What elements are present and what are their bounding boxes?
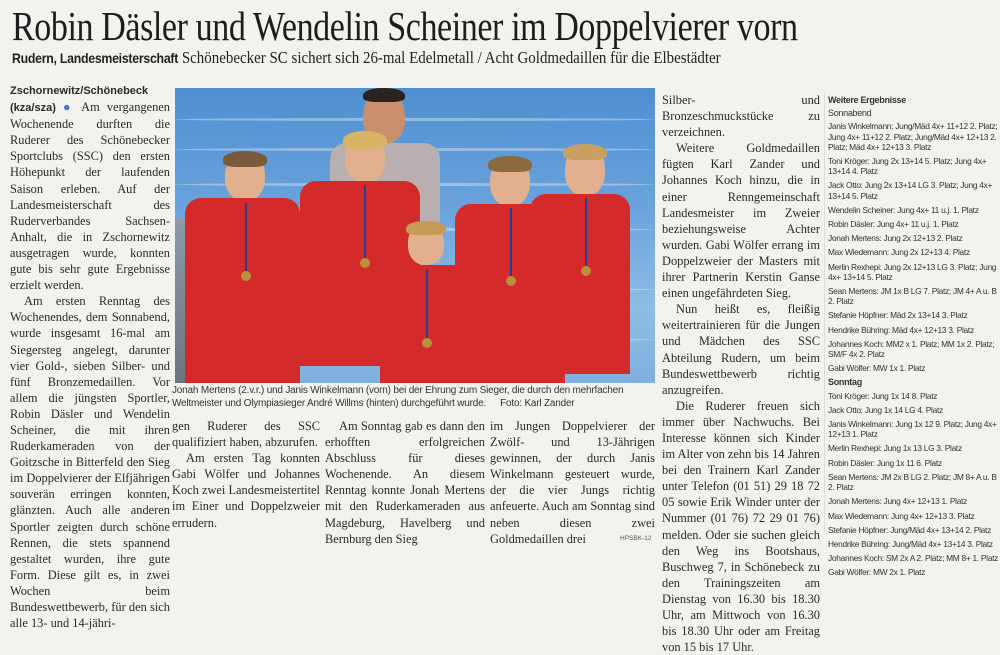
result-item: Hendrike Bühring: Jung/Mäd 4x+ 13+14 3. Platz [828,538,993,549]
result-item: Robin Däsler: Jung 4x+ 11 u.j. 1. Platz [828,219,959,230]
paragraph: Die Ruderer freuen sich immer über Nachwuchs. Bei Interesse können sich Kinder im Alter von zehn bis 14 Jahren bei den Trainern Karl Zander unter Telefon (01 51) 29 18 72 05 sowie Erik Winder unter der Nummer (01 76) 72 29 01 76) melden. Oder sie suchen gleich den Weg ins Bootshaus, Buschweg 7, in Schönebeck zu den Trainingszeiten am Dienstag von 16.30 bis 18.30 Uhr, am Mittwoch von 16.30 bis 18.30 Uhr oder am Freitag von 15 bis 17 Uhr. [662,398,820,655]
subheadline-text: Schönebecker SC sichert sich 26-mal Edelmetall / Acht Goldmedaillen für die Elbestädter [181,48,721,67]
result-item: Gabi Wölfer: MW 1x 1. Platz [828,363,926,374]
result-item: Toni Kröger: Jung 1x 14 8. Platz [828,390,938,401]
team-photo [175,88,655,383]
paragraph: Silber- und Bronzeschmuckstücke zu verzeichnen. [662,93,820,140]
result-item: Stefanie Höpfner: Mäd 2x 13+14 3. Platz [828,310,968,321]
article-column-1 [10,82,170,631]
photo-credit: Foto: Karl Zander [500,398,575,409]
photo-caption [172,384,660,410]
sunday-results [828,391,998,578]
paragraph: gen Ruderer des SSC qualifiziert haben, abzurufen. [172,419,320,450]
result-item: Jack Otto: Jung 2x 13+14 LG 3. Platz; Jung 4x+ 13+14 5. Platz [828,180,993,201]
results-sidebar [828,95,998,582]
paragraph: Am ersten Tag konnten Gabi Wölfer und Johannes Koch zwei Landesmeistertitel im Einer und Doppelzweier errudern. [172,451,320,530]
result-item: Janis Winkelmann: Jung/Mäd 4x+ 11+12 2. Platz; Jung 4x+ 11+12 2. Platz; Jung/Mäd 4x+ 12+13 2. Platz; Mäd 4x+ 12+13 3. Platz [828,121,998,152]
bullet-icon: ● [63,100,75,115]
paragraph: Weitere Goldmedaillen fügten Karl Zander und Johannes Koch hinzu, die in einer Renngemeinschaft Landesmeister im Zweier beziehungsweise Achter wurden. Gabi Wölfer errang im Doppelzweier der Masters mit ihrer Partnerin Kerstin Ganse einen ungefährdeten Sieg. [662,141,820,301]
kicker: Rudern, Landesmeisterschaft [12,50,179,66]
result-item: Jack Otto: Jung 1x 14 LG 4. Platz [828,404,943,415]
day-heading-sunday: Sonntag [828,377,862,388]
result-item: Wendelin Scheiner: Jung 4x+ 11 u.j. 1. Platz [828,204,979,215]
day-heading-saturday: Sonnabend [828,108,872,119]
result-item: Jonah Mertens: Jung 2x 12+13 2. Platz [828,233,963,244]
paragraph: Nun heißt es, fleißig weitertrainieren für die Jungen und Mädchen des SSC Abteilung Rudern, um beim Bundeswettbewerb richtig anzugreifen. [662,302,820,397]
article-column-5 [662,92,820,655]
saturday-results [828,121,998,373]
result-item: Johannes Koch: SM 2x A 2. Platz; MM 8+ 1. Platz [828,553,999,564]
paragraph: Am Sonntag gab es dann den erhofften erfolgreichen Abschluss für dieses Wochenende. An diesem Renntag konnte Jonah Mertens mit den Ruderkameraden aus Magdeburg, Havelberg und Bernburg den Sieg [325,419,485,546]
result-item: Merlin Rexhepi: Jung 1x 13 LG 3. Platz [828,443,962,454]
result-item: Robin Däsler: Jung 1x 11 6. Platz [828,457,942,468]
result-item: Jonah Mertens: Jung 4x+ 12+13 1. Platz [828,496,967,507]
caption-text: Jonah Mertens (2.v.r.) und Janis Winkelmann (vorn) bei der Ehrung zum Sieger, die durch den mehrfachen Weltmeister und Olympiasieger André Willms (hinten) durchgeführt wurde. [172,385,624,409]
result-item: Max Wiedemann: Jung 2x 12+13 4. Platz [828,247,970,258]
result-item: Sean Mertens: JM 1x B LG 7. Platz; JM 4+ A u. B 2. Platz [828,286,997,307]
result-item: Toni Kröger: Jung 2x 13+14 5. Platz; Jung 4x+ 13+14 4. Platz [828,156,987,177]
result-item: Hendrike Bühring: Mäd 4x+ 12+13 3. Platz [828,324,974,335]
paragraph: Am vergangenen Wochenende durften die Ruderer des Schönebecker Sportclubs (SSC) den ersten Höhepunkt der laufenden Saison erleben. Auf der Landesmeisterschaft des Ruderverbandes Sachsen-Anhalt, die in Zschornewitz ausgetragen wurde, konnten gute bis sehr gute Ergebnisse erzielt werden. [10,100,170,293]
result-item: Sean Mertens: JM 2x B LG 2. Platz; JM 8+ A u. B 2. Platz [828,471,997,493]
paragraph: im Jungen Doppelvierer der Zwölf- und 13-Jährigen gewinnen, der durch Janis Winkelmann gesteuert wurde, der die vier Jungs richtig anfeuerte. Auch am Sonntag sind neben diesen zwei Goldmedaillen drei [490,419,655,546]
page-code: HPSBK-12 [620,535,652,542]
subheadline [12,48,721,68]
article-column-4 [490,418,655,547]
result-item: Johannes Koch: MM2 x 1. Platz; MM 1x 2. Platz; SM/F 4x 2. Platz [828,338,995,360]
dateline: Zschornewitz/Schönebeck (kza/sza) [10,85,149,115]
result-item: Janis Winkelmann: Jung 1x 12 9. Platz; Jung 4x+ 12+13 1. Platz [828,419,997,440]
article-column-2 [172,418,320,531]
article-column-3 [325,418,485,547]
paragraph: Am ersten Renntag des Wochenendes, dem Sonnabend, wurde insgesamt 16-mal am Siegersteg angelegt, darunter vier Gold-, sieben Silber- und fünf Bronzemedaillen. Vor allem die jüngsten Sportler, Robin Däsler und Wendelin Scheiner, die mit ihren Ruderkameraden von der Goitzsche in Bitterfeld den Sieg im Doppelvierer der Elfjährigen souverän erringen konnten, glänzten. Auch alle anderen Sportler zeigten durch schöne Rennen, die stets spannend gestaltet wurden, ihre gute Form. Diese gilt es, in zwei Wochen beim Bundeswettbewerb, für den sich alle 13- und 14-jähri- [10,294,170,631]
result-item: Max Wiedemann: Jung 4x+ 12+13 3. Platz [828,510,975,521]
headline: Robin Däsler und Wendelin Scheiner im Doppelvierer vorn [12,3,798,49]
result-item: Stefanie Höpfner: Jung/Mäd 4x+ 13+14 2. Platz [828,524,991,535]
column-divider [824,92,825,532]
result-item: Merlin Rexhepi: Jung 2x 12+13 LG 3. Platz; Jung 4x+ 13+14 5. Platz [828,261,997,282]
sidebar-title: Weitere Ergebnisse [828,95,906,105]
result-item: Gabi Wölfer: MW 2x 1. Platz [828,567,926,578]
